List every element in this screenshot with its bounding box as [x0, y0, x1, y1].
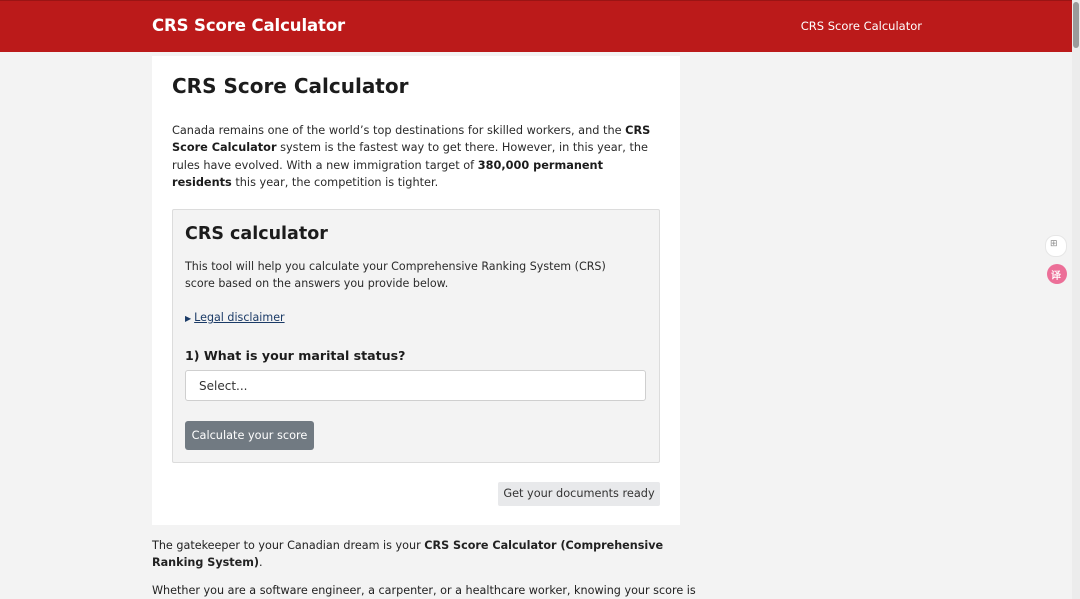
grid-plus-icon: ⊞ [1050, 239, 1058, 249]
intro-bold-2: 380,000 permanent residents [172, 158, 603, 189]
get-documents-button[interactable]: Get your documents ready [498, 482, 660, 506]
calculator-description: This tool will help you calculate your Comprehensive Ranking System (CRS) score based on the answers you provide below. [185, 260, 606, 290]
article-card [152, 56, 680, 525]
top-navbar [0, 0, 1072, 52]
legal-disclaimer-link[interactable]: Legal disclaimer [194, 311, 285, 324]
brand-logo-text[interactable]: CRS Score Calculator [152, 16, 346, 35]
page-scrollbar[interactable] [1072, 0, 1080, 599]
body-bold-1: CRS Score Calculator (Comprehensive Ranking System) [152, 539, 664, 569]
scrollbar-thumb[interactable] [1073, 2, 1079, 48]
body-text-1a: The gatekeeper to your Canadian dream is your [152, 539, 425, 552]
body-paragraph-1 [152, 537, 677, 571]
side-tool-translate[interactable] [1047, 264, 1067, 284]
crs-calculator-widget [172, 209, 660, 463]
page-title: CRS Score Calculator [172, 74, 409, 98]
legal-disclaimer-toggle[interactable] [185, 311, 285, 324]
calculator-title: CRS calculator [185, 224, 328, 244]
triangle-right-icon: ▶ [185, 314, 192, 323]
side-tool-grid[interactable] [1045, 235, 1067, 257]
calculate-score-button[interactable]: Calculate your score [185, 421, 314, 450]
body-paragraph-2: Whether you are a software engineer, a carpenter, or a healthcare worker, knowing your score is [152, 584, 696, 597]
marital-status-question: 1) What is your marital status? [185, 348, 406, 363]
nav-link-crs-calculator[interactable]: CRS Score Calculator [800, 19, 922, 33]
intro-text-1: Canada remains one of the world’s top destinations for skilled workers, and the [172, 124, 626, 137]
body-text-1c: . [259, 556, 263, 569]
intro-text-3: this year, the competition is tighter. [231, 175, 439, 189]
intro-paragraph [172, 122, 662, 191]
translate-icon: 译 [1051, 271, 1061, 282]
marital-status-select[interactable] [185, 370, 646, 401]
intro-bold-1: CRS Score Calculator [172, 124, 651, 155]
intro-text-2: system is the fastest way to get there. However, in this year, the rules have evolved. With a new immigration target of [172, 141, 649, 172]
select-placeholder: Select... [199, 379, 248, 393]
